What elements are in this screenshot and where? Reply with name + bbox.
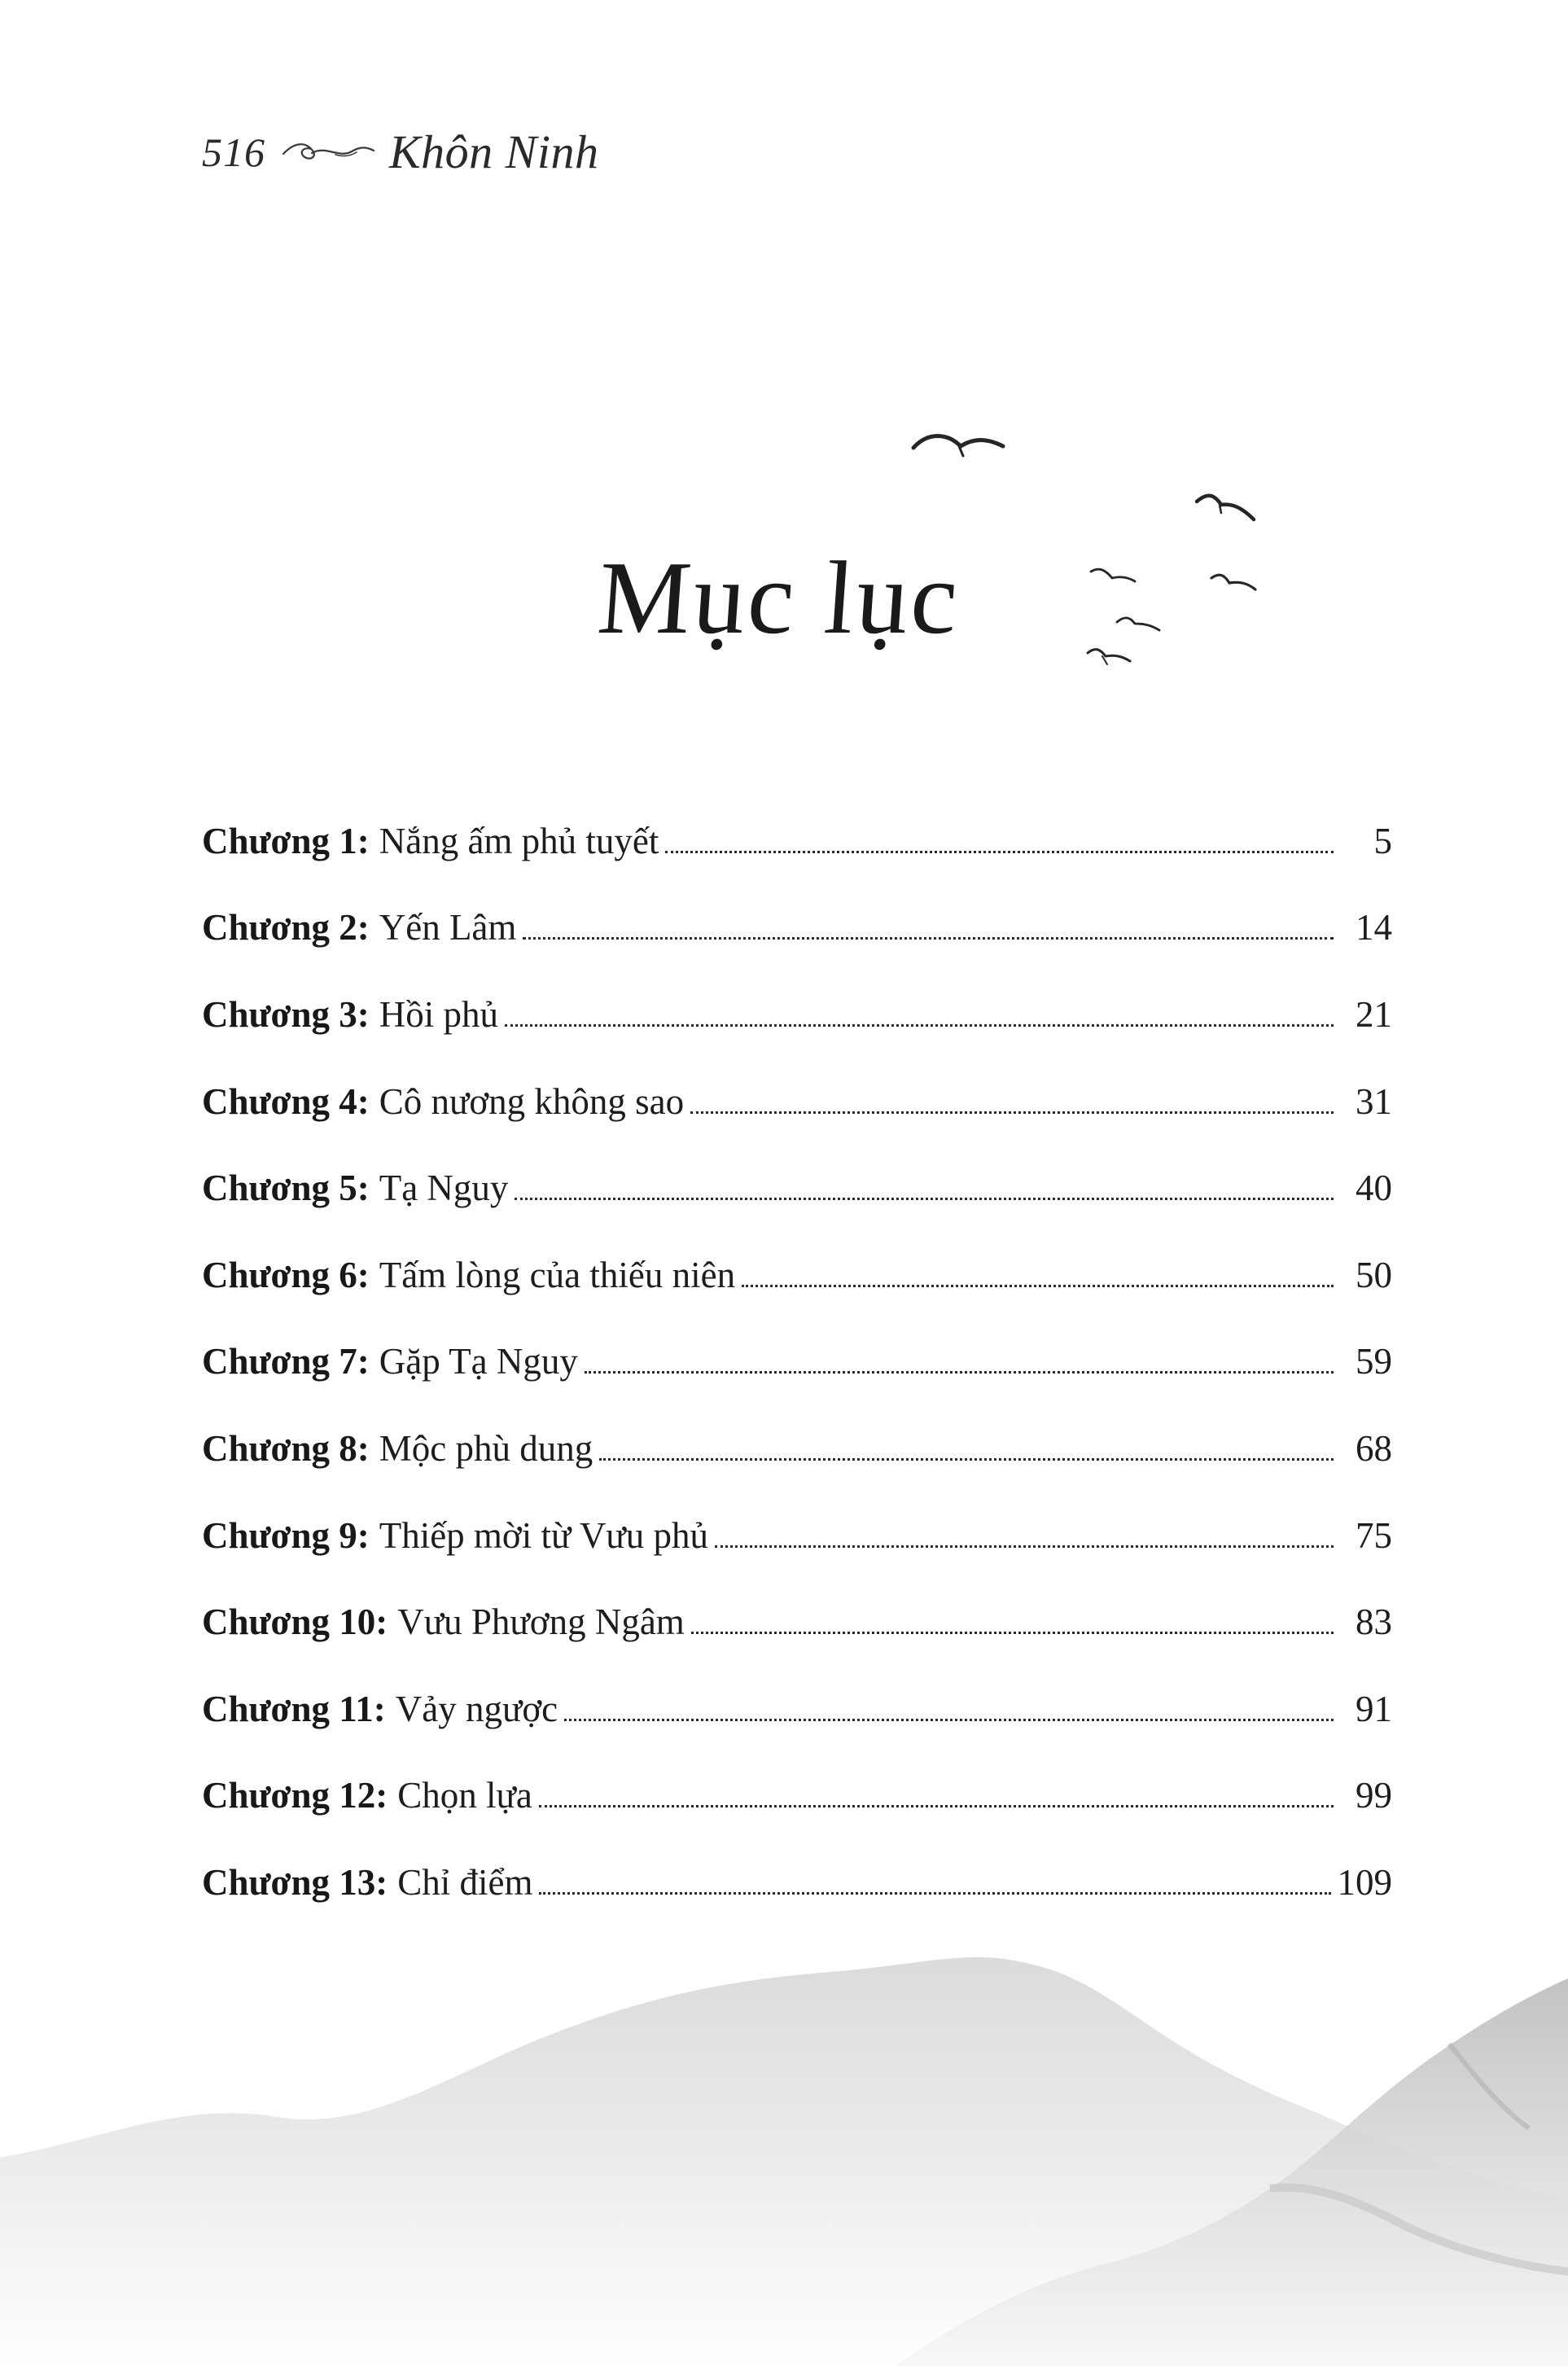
chapter-title: Chọn lựa <box>397 1775 532 1816</box>
toc-entry <box>202 971 1392 1058</box>
page-title: Mục lục <box>594 540 964 655</box>
chapter-title: Tấm lòng của thiếu niên <box>379 1254 736 1295</box>
dot-leader <box>690 1111 1334 1114</box>
chapter-label: Chương 5: <box>202 1168 370 1209</box>
dot-leader <box>742 1285 1334 1287</box>
chapter-title: Chỉ điểm <box>397 1861 533 1903</box>
chapter-label: Chương 2: <box>202 907 370 949</box>
toc-entry <box>202 1579 1392 1666</box>
dot-leader <box>599 1458 1334 1461</box>
page-number-ref: 21 <box>1356 993 1392 1035</box>
chapter-title: Thiếp mời từ Vưu phủ <box>379 1514 708 1556</box>
chapter-label: Chương 1: <box>202 820 370 861</box>
dot-leader <box>715 1545 1334 1548</box>
toc-entry <box>202 1666 1392 1753</box>
toc-entry <box>202 1232 1392 1319</box>
toc-entry <box>202 1753 1392 1840</box>
swirl-flourish-icon <box>278 138 378 166</box>
page-number-ref: 83 <box>1356 1601 1392 1643</box>
page-number-ref: 99 <box>1356 1775 1392 1816</box>
page-number-ref: 31 <box>1356 1080 1392 1122</box>
toc-entry <box>202 798 1392 885</box>
dot-leader <box>564 1719 1334 1721</box>
chapter-label: Chương 3: <box>202 993 370 1035</box>
page-number-ref: 109 <box>1337 1861 1392 1903</box>
toc-entry <box>202 1405 1392 1492</box>
toc-entry <box>202 1492 1392 1580</box>
page-number-ref: 40 <box>1356 1168 1392 1209</box>
dot-leader <box>691 1632 1334 1634</box>
table-of-contents <box>202 798 1392 1926</box>
chapter-label: Chương 6: <box>202 1254 370 1295</box>
chapter-title: Nắng ấm phủ tuyết <box>379 820 659 861</box>
chapter-title: Tạ Nguy <box>379 1168 509 1209</box>
ink-wash-mountains <box>0 1913 1568 2366</box>
page-number-ref: 68 <box>1356 1427 1392 1469</box>
chapter-label: Chương 13: <box>202 1861 388 1903</box>
chapter-label: Chương 11: <box>202 1688 386 1729</box>
page-number-ref: 59 <box>1356 1341 1392 1382</box>
dot-leader <box>523 937 1334 940</box>
running-header <box>202 125 599 178</box>
dot-leader <box>515 1198 1334 1200</box>
chapter-title: Vưu Phương Ngâm <box>397 1601 685 1643</box>
chapter-title: Hồi phủ <box>379 993 498 1035</box>
book-title: Khôn Ninh <box>389 125 599 178</box>
chapter-label: Chương 10: <box>202 1601 388 1643</box>
chapter-label: Chương 12: <box>202 1775 388 1816</box>
chapter-title: Gặp Tạ Nguy <box>379 1341 578 1382</box>
dot-leader <box>665 851 1334 853</box>
page-number-ref: 50 <box>1356 1254 1392 1295</box>
chapter-title: Yến Lâm <box>379 907 517 949</box>
page-number-ref: 14 <box>1356 907 1392 949</box>
dot-leader <box>585 1371 1334 1374</box>
dot-leader <box>539 1805 1334 1807</box>
toc-entry <box>202 1145 1392 1232</box>
chapter-title: Cô nương không sao <box>379 1080 685 1122</box>
dot-leader <box>505 1024 1334 1027</box>
page-number-ref: 75 <box>1356 1514 1392 1556</box>
page-number: 516 <box>202 129 265 175</box>
toc-entry <box>202 885 1392 972</box>
chapter-label: Chương 4: <box>202 1080 370 1122</box>
toc-entry <box>202 1058 1392 1146</box>
chapter-title: Mộc phù dung <box>379 1427 593 1469</box>
page-number-ref: 91 <box>1356 1688 1392 1729</box>
chapter-label: Chương 7: <box>202 1341 370 1382</box>
page-number-ref: 5 <box>1373 820 1392 861</box>
chapter-label: Chương 8: <box>202 1427 370 1469</box>
chapter-title: Vảy ngược <box>395 1688 558 1729</box>
chapter-label: Chương 9: <box>202 1514 370 1556</box>
toc-entry <box>202 1319 1392 1406</box>
dot-leader <box>539 1892 1330 1895</box>
